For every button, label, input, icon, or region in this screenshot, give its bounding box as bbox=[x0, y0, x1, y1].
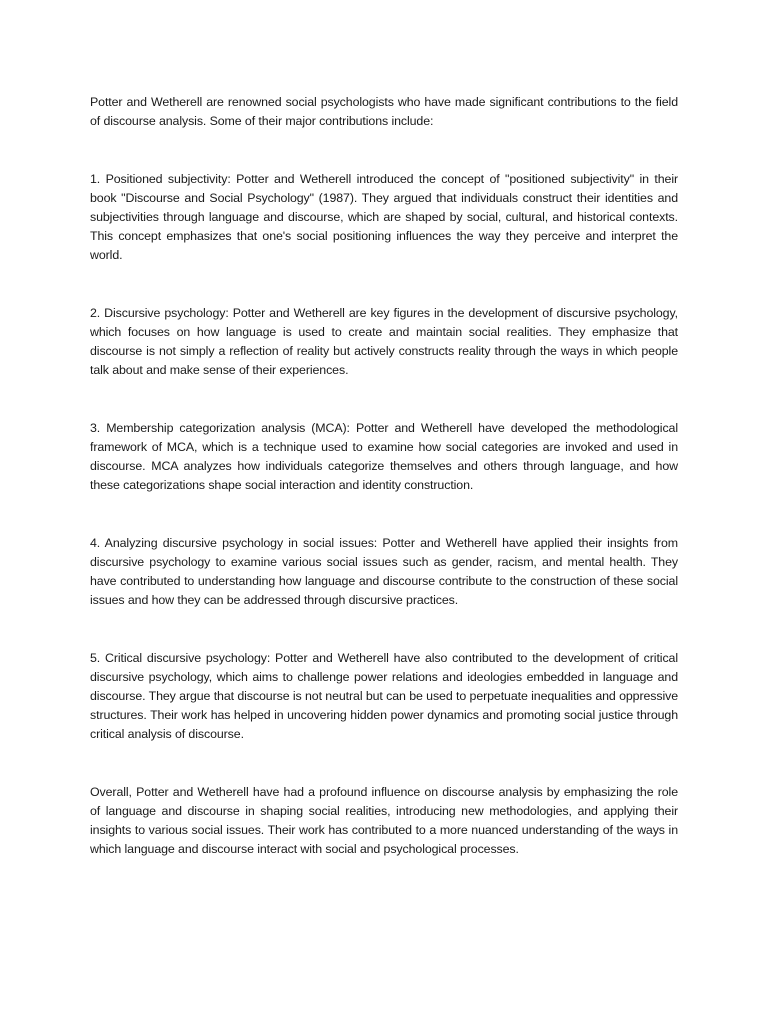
intro-paragraph: Potter and Wetherell are renowned social psychologists who have made significant contributions to the field of discourse analysis. Some of their major contributions include: bbox=[90, 95, 678, 128]
paragraph-social-issues: 4. Analyzing discursive psychology in social issues: Potter and Wetherell have applied their insights from discursive psychology to examine various social issues such as gender, racism, and mental health. They have contributed to understanding how language and discourse contribute to the construction of these social issues and how they can be addressed through discursive practices. bbox=[90, 536, 678, 607]
paragraph-critical-discursive-psychology: 5. Critical discursive psychology: Potter and Wetherell have also contributed to the development of critical discursive psychology, which aims to challenge power relations and ideologies embedded in language and discourse. They argue that discourse is not neutral but can be used to perpetuate inequalities and oppressive structures. Their work has helped in uncovering hidden power dynamics and promoting social justice through critical analysis of discourse. bbox=[90, 651, 678, 741]
paragraph-discursive-psychology: 2. Discursive psychology: Potter and Wetherell are key figures in the development of discursive psychology, which focuses on how language is used to create and maintain social realities. They emphasize that discourse is not simply a reflection of reality but actively constructs reality through the ways in which people talk about and make sense of their experiences. bbox=[90, 306, 678, 377]
paragraph-membership-categorization: 3. Membership categorization analysis (MCA): Potter and Wetherell have developed the methodological framework of MCA, which is a technique used to examine how social categories are invoked and used in discourse. MCA analyzes how individuals categorize themselves and others through language, and how these categorizations shape social interaction and identity construction. bbox=[90, 421, 678, 492]
paragraph-positioned-subjectivity: 1. Positioned subjectivity: Potter and Wetherell introduced the concept of "positioned subjectivity" in their book "Discourse and Social Psychology" (1987). They argued that individuals construct their identities and subjectivities through language and discourse, which are shaped by social, cultural, and historical contexts. This concept emphasizes that one's social positioning influences the way they perceive and interpret the world. bbox=[90, 172, 678, 262]
conclusion-paragraph: Overall, Potter and Wetherell have had a profound influence on discourse analysis by emphasizing the role of language and discourse in shaping social realities, introducing new methodologies, and applying their insights to various social issues. Their work has contributed to a more nuanced understanding of the ways in which language and discourse interact with social and psychological processes. bbox=[90, 785, 678, 856]
